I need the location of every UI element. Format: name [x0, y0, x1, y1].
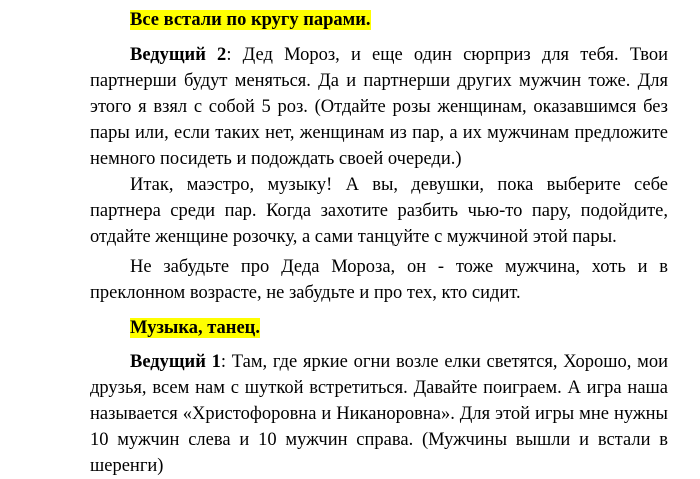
heading-circle-pairs — [130, 7, 371, 33]
heading-music-dance — [130, 315, 260, 341]
paragraph-text: Не забудьте про Деда Мороза, он - тоже мужчина, хоть и в преклонном возрасте, не забудьте и про тех, кто сидит. — [90, 257, 668, 303]
paragraph-text: Итак, маэстро, музыку! А вы, девушки, пока выберите себе партнера среди пар. Когда захотите разбить чью-то пару, подойдите, отдайте женщине розочку, а сами танцуйте с мужчиной этой пары. — [90, 175, 668, 247]
paragraph-santa — [90, 254, 668, 306]
paragraph-text: : Дед Мороз, и еще один сюрприз для тебя. Твои партнерши будут меняться. Да и партнерши других мужчин тоже. Для этого я взял с собой 5 роз. (Отдайте розы женщинам, оказавшимся без пары или, если таких нет, женщинам из пар, а их мужчинам предложите немного посидеть и подождать своей очереди.) — [90, 45, 668, 169]
highlighted-heading-text: Музыка, танец. — [130, 318, 260, 338]
paragraph-host1 — [90, 349, 668, 479]
speaker-label: Ведущий 1 — [130, 352, 221, 372]
paragraph-host2 — [90, 42, 668, 172]
speaker-label: Ведущий 2 — [130, 45, 227, 65]
paragraph-text: : Там, где яркие огни возле елки светятся, Хорошо, мои друзья, всем нам с шуткой встретиться. Давайте поиграем. А игра наша называется «Христофоровна и Никаноровна». Для этой игры мне нужны 10 мужчин слева и 10 мужчин справа. (Мужчины вышли и встали в шеренги) — [90, 352, 668, 476]
paragraph-maestro — [90, 172, 668, 250]
highlighted-heading-text: Все встали по кругу парами. — [130, 10, 371, 30]
